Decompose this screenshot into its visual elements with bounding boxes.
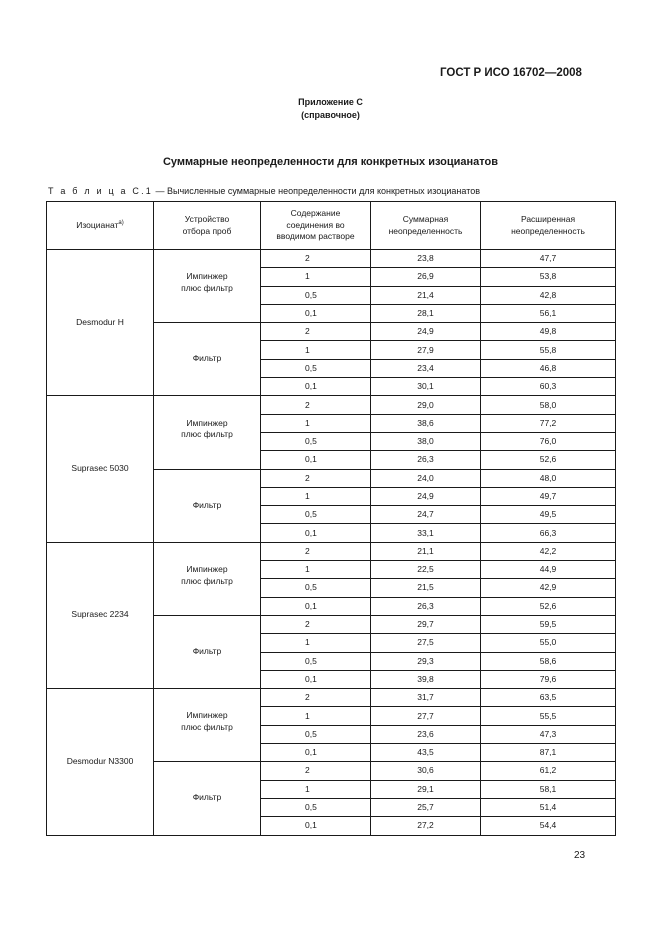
total-cell: 23,4	[371, 359, 481, 377]
expanded-cell: 44,9	[481, 561, 616, 579]
content-cell: 1	[261, 414, 371, 432]
col-header-device	[154, 202, 261, 250]
expanded-cell: 60,3	[481, 378, 616, 396]
expanded-cell: 56,1	[481, 304, 616, 322]
isocyanate-cell: Desmodur H	[47, 250, 154, 396]
expanded-cell: 59,5	[481, 615, 616, 633]
expanded-cell: 52,6	[481, 451, 616, 469]
content-cell: 0,5	[261, 798, 371, 816]
expanded-cell: 79,6	[481, 670, 616, 688]
content-cell: 0,1	[261, 304, 371, 322]
content-cell: 0,1	[261, 451, 371, 469]
expanded-cell: 76,0	[481, 432, 616, 450]
content-cell: 0,5	[261, 286, 371, 304]
content-cell: 2	[261, 689, 371, 707]
col-header-isocyanate	[47, 202, 154, 250]
isocyanate-cell: Suprasec 2234	[47, 542, 154, 688]
total-cell: 31,7	[371, 689, 481, 707]
content-cell: 2	[261, 762, 371, 780]
expanded-cell: 48,0	[481, 469, 616, 487]
expanded-cell: 55,0	[481, 634, 616, 652]
total-cell: 28,1	[371, 304, 481, 322]
table-row	[47, 250, 616, 268]
expanded-cell: 42,2	[481, 542, 616, 560]
table-caption-label: Т а б л и ц а С.1	[48, 186, 154, 196]
expanded-cell: 53,8	[481, 268, 616, 286]
expanded-cell: 42,8	[481, 286, 616, 304]
expanded-cell: 54,4	[481, 817, 616, 835]
content-cell: 0,5	[261, 725, 371, 743]
table-body	[47, 250, 616, 836]
content-cell: 0,1	[261, 597, 371, 615]
content-cell: 0,5	[261, 432, 371, 450]
content-cell: 2	[261, 615, 371, 633]
device-cell: Импинжер плюс фильтр	[154, 396, 261, 469]
device-cell: Импинжер плюс фильтр	[154, 542, 261, 615]
total-cell: 27,2	[371, 817, 481, 835]
content-cell: 2	[261, 542, 371, 560]
page-number: 23	[574, 850, 586, 861]
expanded-cell: 61,2	[481, 762, 616, 780]
expanded-cell: 52,6	[481, 597, 616, 615]
expanded-cell: 47,7	[481, 250, 616, 268]
appendix-subtitle: (справочное)	[301, 110, 360, 120]
total-cell: 30,1	[371, 378, 481, 396]
expanded-cell: 87,1	[481, 744, 616, 762]
content-cell: 0,1	[261, 817, 371, 835]
total-cell: 26,3	[371, 451, 481, 469]
content-cell: 2	[261, 469, 371, 487]
total-cell: 38,6	[371, 414, 481, 432]
total-cell: 43,5	[371, 744, 481, 762]
expanded-cell: 46,8	[481, 359, 616, 377]
total-cell: 24,7	[371, 506, 481, 524]
expanded-cell: 55,8	[481, 341, 616, 359]
content-cell: 0,1	[261, 670, 371, 688]
content-cell: 0,1	[261, 524, 371, 542]
content-cell: 1	[261, 268, 371, 286]
total-cell: 29,7	[371, 615, 481, 633]
standard-header: ГОСТ Р ИСО 16702—2008	[440, 67, 582, 79]
content-cell: 1	[261, 341, 371, 359]
content-cell: 1	[261, 707, 371, 725]
total-cell: 21,5	[371, 579, 481, 597]
total-cell: 21,1	[371, 542, 481, 560]
total-cell: 39,8	[371, 670, 481, 688]
total-cell: 29,0	[371, 396, 481, 414]
expanded-cell: 58,6	[481, 652, 616, 670]
expanded-cell: 66,3	[481, 524, 616, 542]
total-cell: 21,4	[371, 286, 481, 304]
col-header-total	[371, 202, 481, 250]
appendix-title: Приложение С	[298, 97, 363, 107]
device-cell: Фильтр	[154, 469, 261, 542]
isocyanate-cell: Desmodur N3300	[47, 689, 154, 835]
total-cell: 30,6	[371, 762, 481, 780]
device-cell: Фильтр	[154, 762, 261, 835]
total-cell: 27,5	[371, 634, 481, 652]
total-cell: 26,9	[371, 268, 481, 286]
expanded-cell: 77,2	[481, 414, 616, 432]
col-header-expanded	[481, 202, 616, 250]
expanded-cell: 49,5	[481, 506, 616, 524]
expanded-cell: 49,8	[481, 323, 616, 341]
content-cell: 0,5	[261, 359, 371, 377]
expanded-cell: 55,5	[481, 707, 616, 725]
isocyanate-cell: Suprasec 5030	[47, 396, 154, 542]
device-cell: Фильтр	[154, 615, 261, 688]
table-caption	[48, 186, 480, 196]
content-cell: 1	[261, 561, 371, 579]
col-expanded-label: Расширенная неопределенность	[511, 214, 585, 236]
total-cell: 23,6	[371, 725, 481, 743]
content-cell: 0,5	[261, 652, 371, 670]
expanded-cell: 63,5	[481, 689, 616, 707]
content-cell: 0,1	[261, 744, 371, 762]
total-cell: 29,3	[371, 652, 481, 670]
total-cell: 25,7	[371, 798, 481, 816]
total-cell: 38,0	[371, 432, 481, 450]
table-row	[47, 689, 616, 707]
expanded-cell: 51,4	[481, 798, 616, 816]
col-device-label: Устройство отбора проб	[182, 214, 232, 236]
col-header-content	[261, 202, 371, 250]
total-cell: 27,9	[371, 341, 481, 359]
content-cell: 0,5	[261, 506, 371, 524]
content-cell: 2	[261, 250, 371, 268]
col-total-label: Суммарная неопределенность	[388, 214, 463, 236]
content-cell: 0,1	[261, 378, 371, 396]
expanded-cell: 42,9	[481, 579, 616, 597]
expanded-cell: 49,7	[481, 487, 616, 505]
table-row	[47, 396, 616, 414]
col-isocyanate-label: Изоцианат	[76, 220, 119, 231]
expanded-cell: 58,1	[481, 780, 616, 798]
total-cell: 29,1	[371, 780, 481, 798]
uncertainty-table	[46, 201, 616, 836]
content-cell: 1	[261, 634, 371, 652]
total-cell: 27,7	[371, 707, 481, 725]
content-cell: 1	[261, 487, 371, 505]
device-cell: Импинжер плюс фильтр	[154, 689, 261, 762]
total-cell: 33,1	[371, 524, 481, 542]
device-cell: Фильтр	[154, 323, 261, 396]
table-header-row	[47, 202, 616, 250]
total-cell: 24,9	[371, 487, 481, 505]
content-cell: 2	[261, 323, 371, 341]
total-cell: 22,5	[371, 561, 481, 579]
col-content-label: Содержание соединения во вводимом растворе	[276, 208, 355, 242]
content-cell: 1	[261, 780, 371, 798]
total-cell: 26,3	[371, 597, 481, 615]
total-cell: 24,0	[371, 469, 481, 487]
total-cell: 23,8	[371, 250, 481, 268]
content-cell: 0,5	[261, 579, 371, 597]
col-isocyanate-note: а)	[118, 220, 124, 227]
content-cell: 2	[261, 396, 371, 414]
table-row	[47, 542, 616, 560]
table-caption-text: — Вычисленные суммарные неопределенности для конкретных изоцианатов	[153, 186, 481, 196]
section-title: Суммарные неопределенности для конкретных изоцианатов	[162, 156, 499, 168]
device-cell: Импинжер плюс фильтр	[154, 250, 261, 323]
expanded-cell: 58,0	[481, 396, 616, 414]
expanded-cell: 47,3	[481, 725, 616, 743]
total-cell: 24,9	[371, 323, 481, 341]
